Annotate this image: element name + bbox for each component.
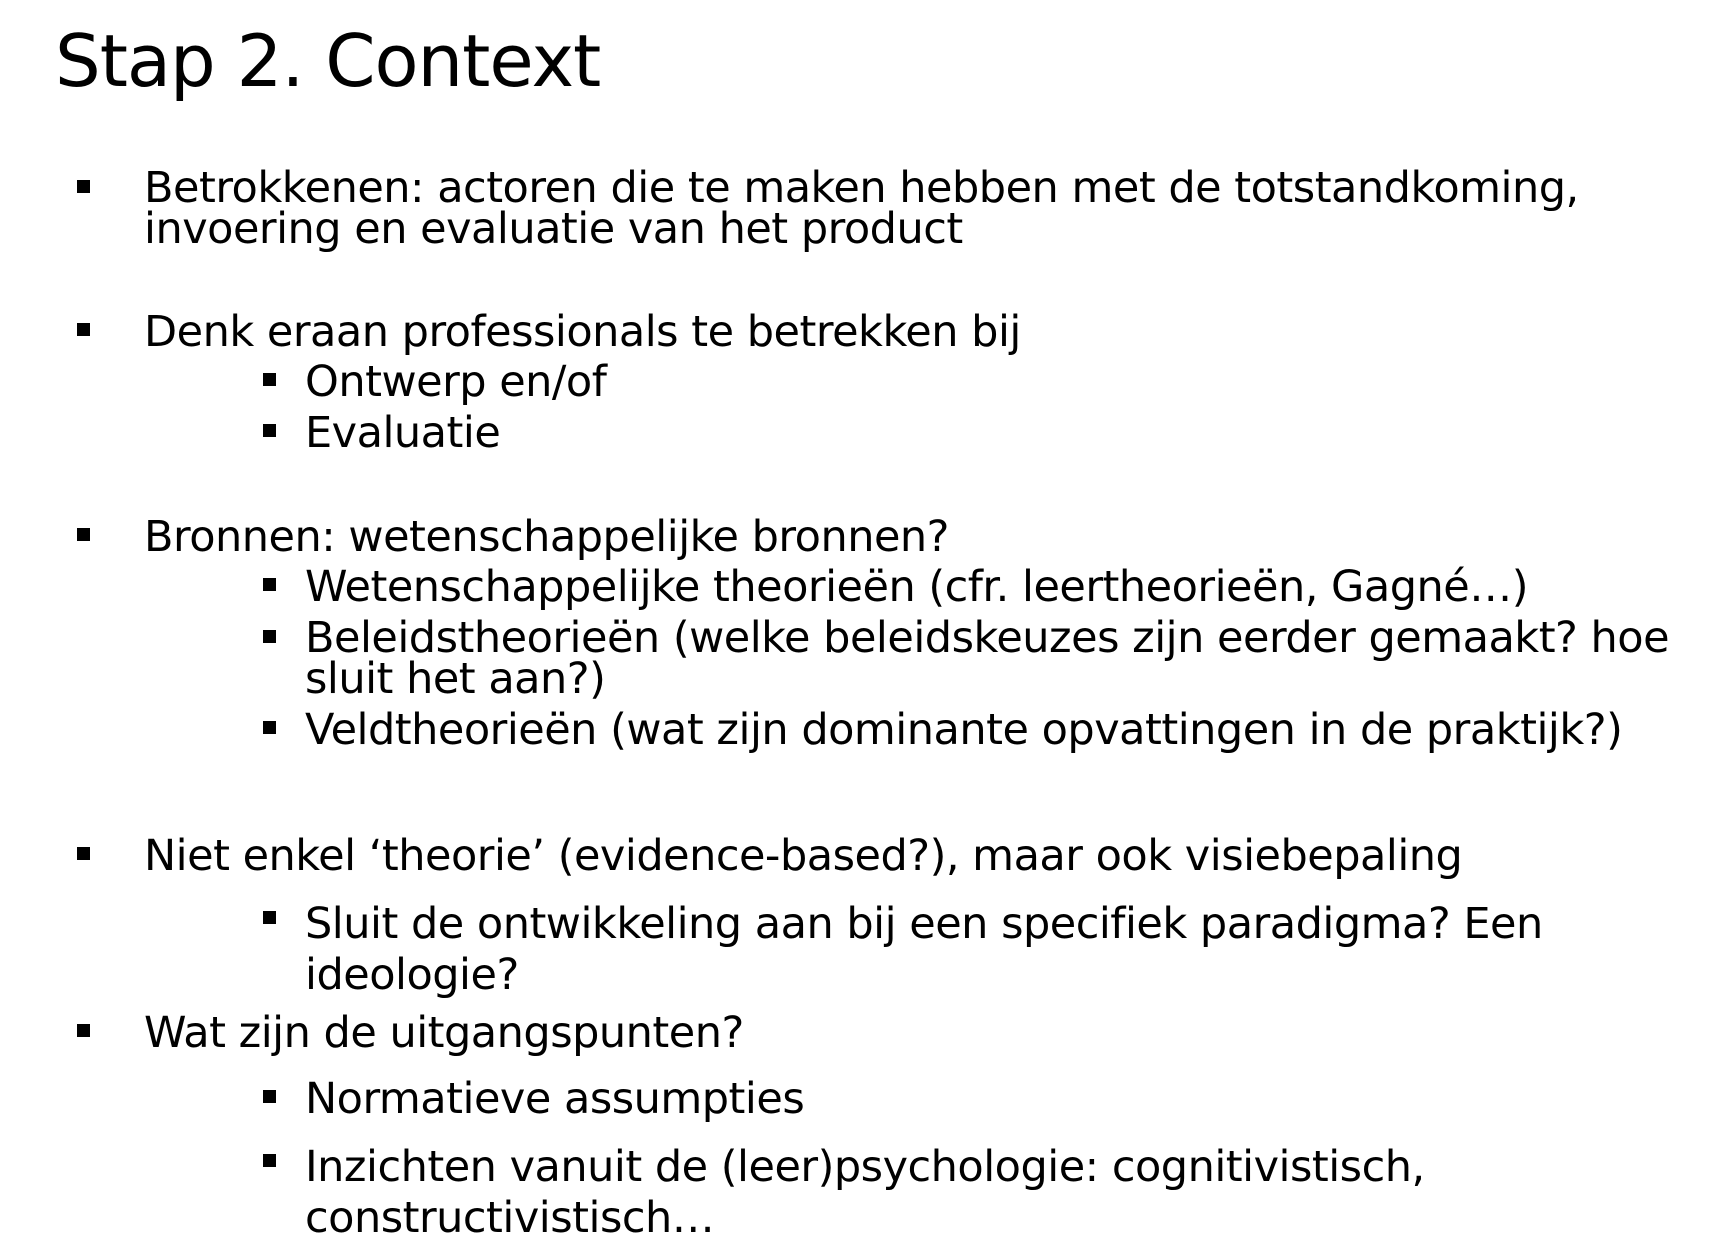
bullet-item-line: Bronnen: wetenschappelijke bronnen? — [144, 512, 950, 562]
bullet-square-icon — [77, 1024, 90, 1037]
slide-title: Stap 2. Context — [55, 19, 601, 103]
bullet-item-line: sluit het aan?) — [305, 654, 606, 704]
bullet-square-icon — [263, 1154, 276, 1167]
bullet-square-icon — [77, 323, 90, 336]
bullet-item-line: Niet enkel ‘theorie’ (evidence-based?), maar ook visiebepaling — [144, 831, 1463, 881]
bullet-square-icon — [263, 630, 276, 643]
bullet-item-niet-enkel-theorie — [144, 831, 1463, 881]
bullet-item-line: Inzichten vanuit de (leer)psychologie: cognitivistisch, — [305, 1142, 1425, 1192]
sub-bullet-item-paradigma — [305, 899, 1543, 1001]
bullet-square-icon — [263, 578, 276, 591]
sub-bullet-item-normatieve — [305, 1074, 805, 1124]
bullet-item-line: Veldtheorieën (wat zijn dominante opvattingen in de praktijk?) — [305, 705, 1623, 755]
bullet-item-uitgangspunten — [144, 1008, 744, 1058]
bullet-item-line: Normatieve assumpties — [305, 1074, 805, 1124]
bullet-square-icon — [263, 424, 276, 437]
bullet-square-icon — [263, 1090, 276, 1103]
bullet-square-icon — [263, 721, 276, 734]
sub-bullet-item-wetenschappelijke — [305, 562, 1528, 612]
sub-bullet-item-ontwerp — [305, 357, 607, 407]
bullet-square-icon — [263, 373, 276, 386]
bullet-item-denk-eraan — [144, 307, 1021, 357]
bullet-item-line: constructivistisch… — [305, 1193, 715, 1243]
bullet-item-line: ideologie? — [305, 950, 519, 1000]
bullet-item-line: Wetenschappelijke theorieën (cfr. leertheorieën, Gagné…) — [305, 562, 1528, 612]
bullet-item-line: Evaluatie — [305, 408, 501, 458]
bullet-item-line: Sluit de ontwikkeling aan bij een specifiek paradigma? Een — [305, 899, 1543, 949]
bullet-square-icon — [77, 847, 90, 860]
bullet-item-line: invoering en evaluatie van het product — [144, 204, 963, 254]
bullet-square-icon — [77, 528, 90, 541]
bullet-item-line: Wat zijn de uitgangspunten? — [144, 1008, 744, 1058]
bullet-item-betrokkenen — [144, 163, 1579, 254]
bullet-item-line: Beleidstheorieën (welke beleidskeuzes zijn eerder gemaakt? hoe — [305, 613, 1670, 663]
bullet-square-icon — [77, 180, 90, 193]
sub-bullet-item-inzichten — [305, 1142, 1425, 1244]
bullet-square-icon — [263, 911, 276, 924]
sub-bullet-item-evaluatie — [305, 408, 501, 458]
bullet-item-line: Betrokkenen: actoren die te maken hebben met de totstandkoming, — [144, 163, 1579, 213]
sub-bullet-item-veldtheorieen — [305, 705, 1623, 755]
bullet-item-line: Ontwerp en/of — [305, 357, 607, 407]
sub-bullet-item-beleidstheorieen — [305, 613, 1670, 704]
bullet-item-line: Denk eraan professionals te betrekken bij — [144, 307, 1021, 357]
bullet-item-bronnen — [144, 512, 950, 562]
